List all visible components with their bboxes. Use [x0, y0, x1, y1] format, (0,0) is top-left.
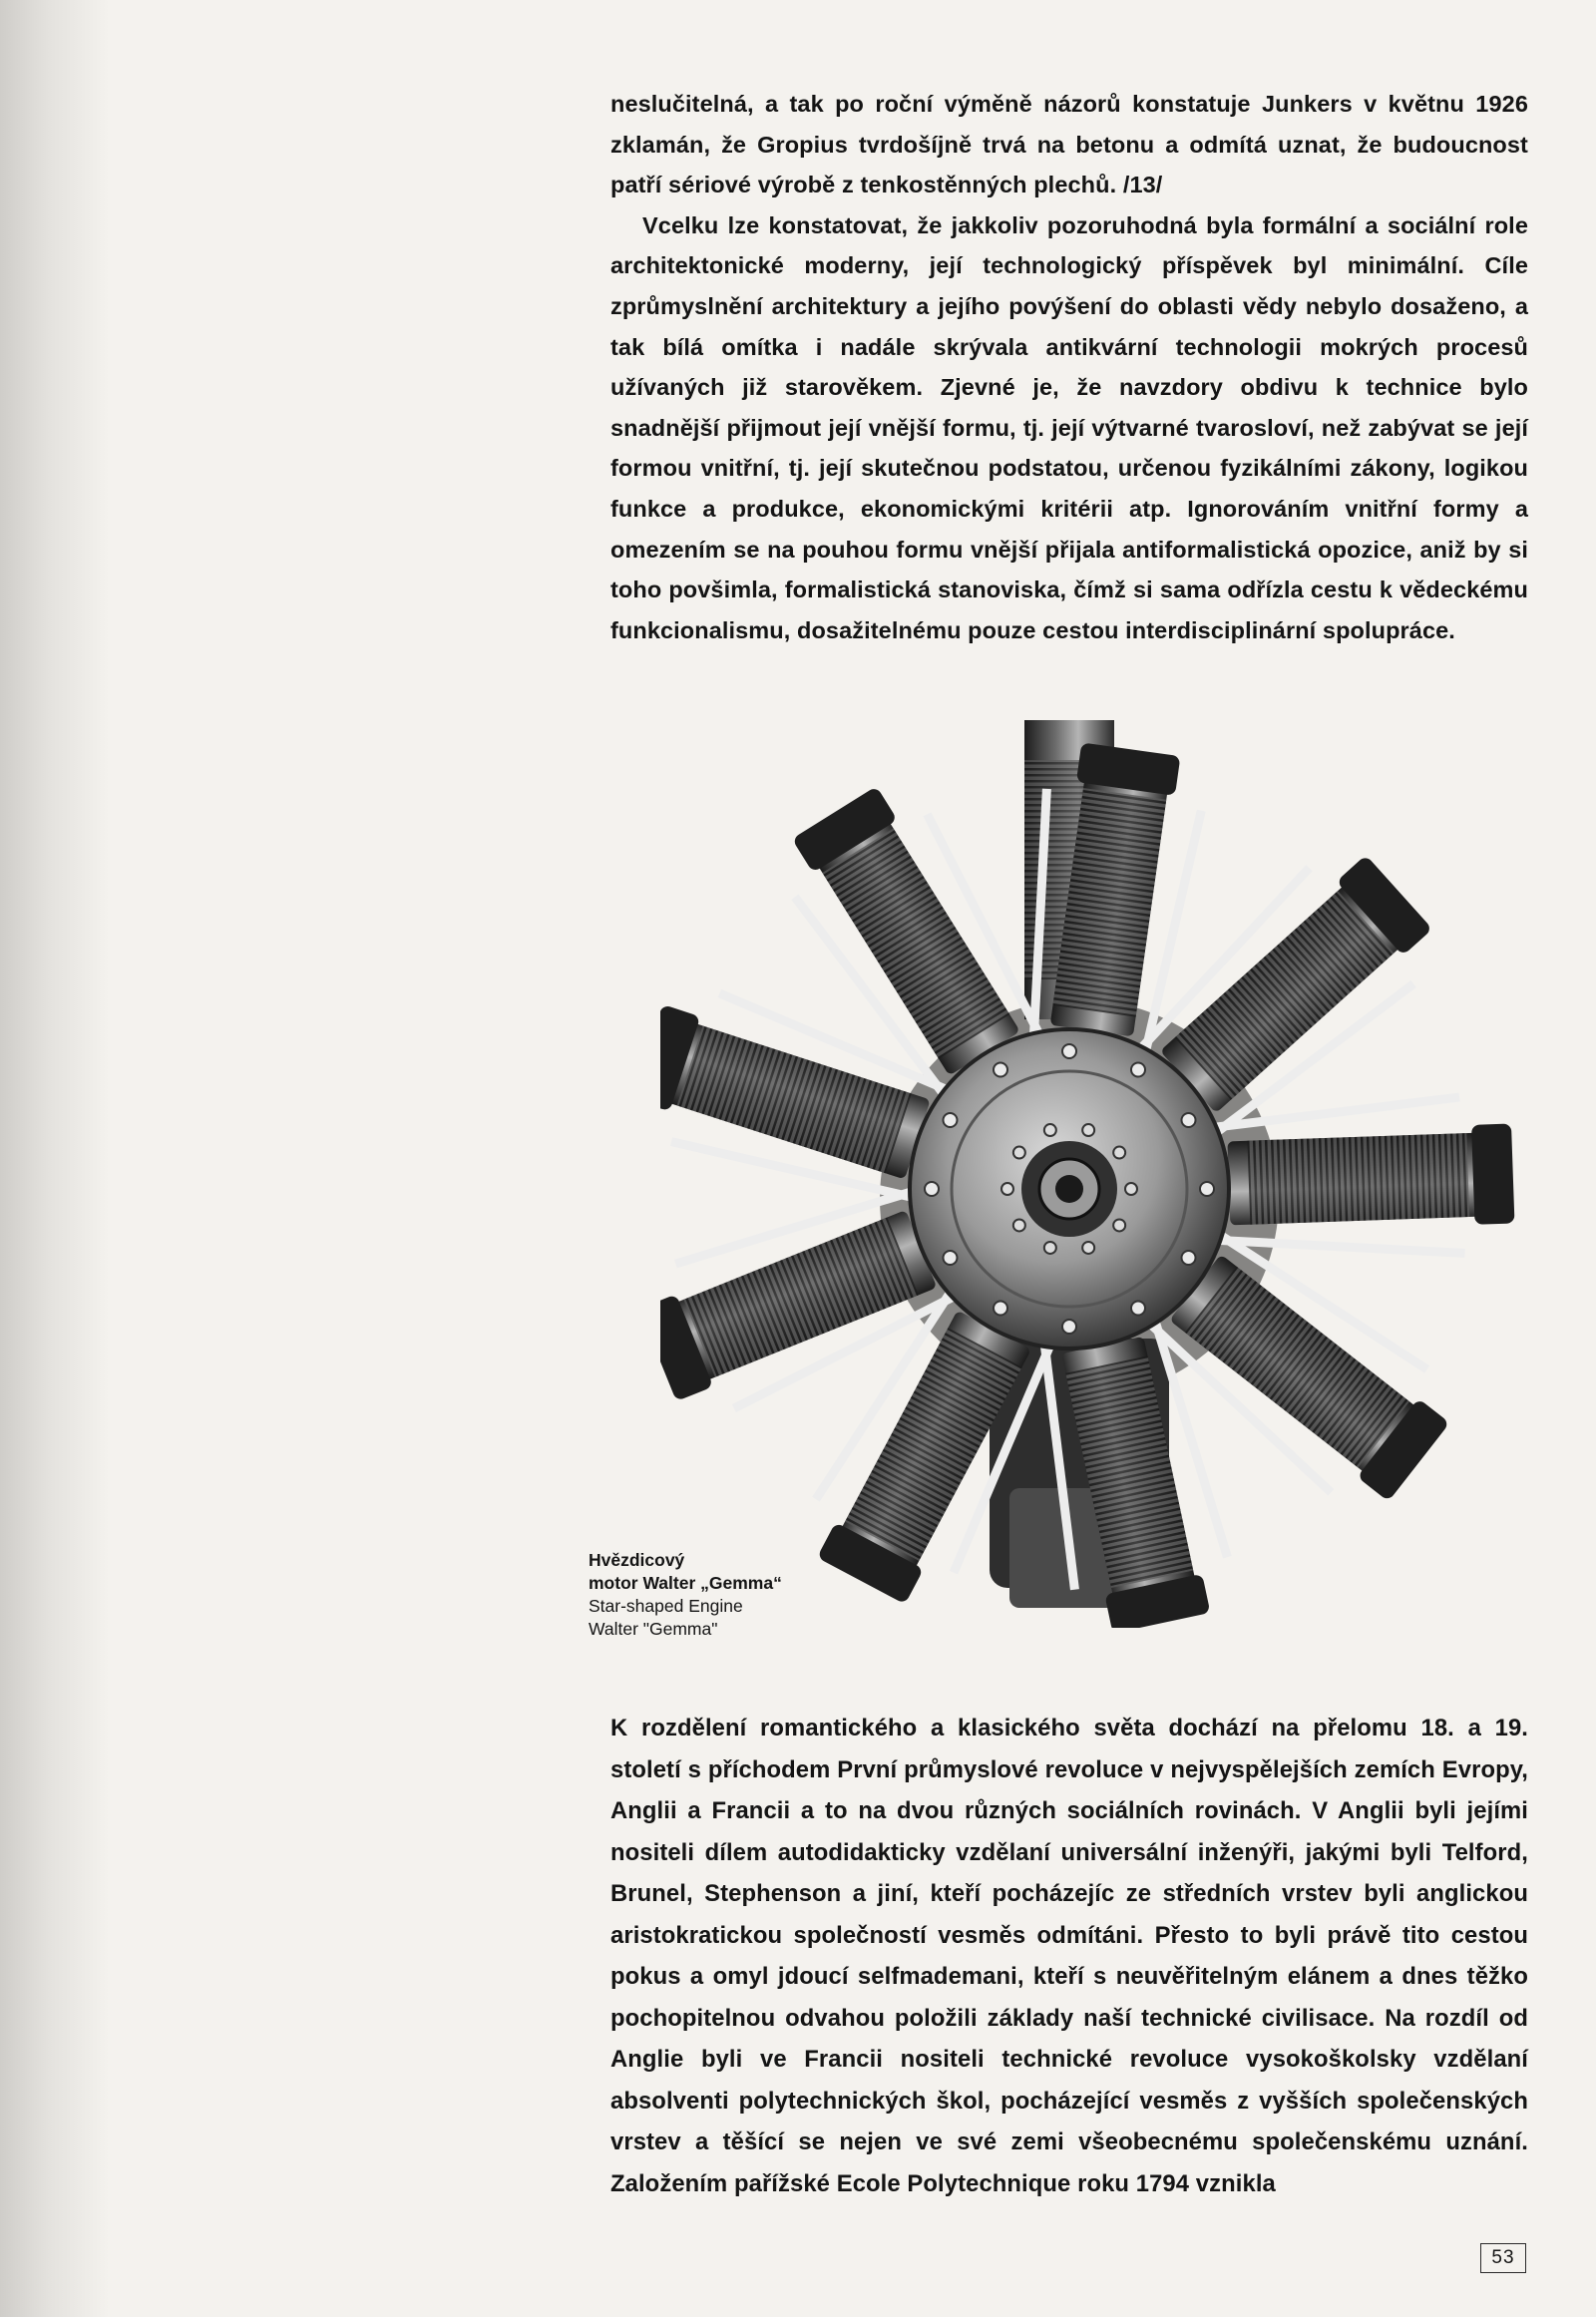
- shaft-bolt: [1125, 1183, 1137, 1195]
- hub-bolt: [943, 1251, 957, 1265]
- radial-engine-photo: [660, 720, 1538, 1628]
- shaft-bolt: [1013, 1219, 1025, 1231]
- hub-bolt: [1062, 1320, 1076, 1334]
- cylinder-fins: [683, 1217, 918, 1376]
- hub-bolt: [1200, 1182, 1214, 1196]
- prop-shaft-center: [1055, 1175, 1083, 1203]
- hub-bolt: [994, 1062, 1007, 1076]
- hub-bolt: [1131, 1062, 1145, 1076]
- cylinder-fins: [1175, 891, 1395, 1100]
- hub-bolt: [994, 1302, 1007, 1316]
- caption-english-line-2: Walter "Gemma": [589, 1619, 718, 1639]
- shaft-bolt: [1044, 1242, 1056, 1254]
- shaft-bolt: [1044, 1124, 1056, 1136]
- cylinder-fins: [1247, 1133, 1469, 1225]
- page-spine-shadow: [0, 0, 110, 2317]
- hub-bolt: [1062, 1044, 1076, 1058]
- hub-bolt: [1182, 1113, 1196, 1127]
- paragraph-industrial-revolution: K rozdělení romantického a klasického světa dochází na přelomu 18. a 19. století s příchodem První průmyslové revoluce v nejvyspělejších zemích Evropy, Anglii a Francii a to na dvou různých sociálních rovinách. V Anglii byli jejími nositeli dílem autodidakticky vzdělaní universální inženýři, jakými byli Telford, Brunel, Stephenson a jiní, kteří pocházejíc ze středních vrstev byli anglickou aristokratickou společností vesměs odmítáni. Přesto to byli právě tito cestou pokus a omyl jdoucí selfmademani, kteří s neuvěřitelným elánem a dnes těžko pochopitelnou odvahou položili základy naší technické civilisace. Na rozdíl od Anglie byli ve Francii nositeli technické revoluce vysokoškolsky vzdělaní absolventi polytechnických škol, pocházející vesměs z vyšších společenských vrstev a těšící se nejen ve své zemi všeobecnému společenskému uznání. Založením pařížské Ecole Polytechnique roku 1794 vznikla: [610, 1715, 1528, 2197]
- cylinder-fins: [1185, 1267, 1409, 1468]
- bottom-text-block: [610, 1708, 1528, 2204]
- shaft-bolt: [1113, 1219, 1125, 1231]
- radial-engine-illustration: [660, 720, 1538, 1628]
- caption-czech-line-2: motor Walter „Gemma“: [589, 1573, 782, 1593]
- caption-czech-line-1: Hvězdicový: [589, 1550, 685, 1570]
- page-number: 53: [1480, 2243, 1526, 2273]
- hub-bolt: [943, 1113, 957, 1127]
- paragraph-junkers: neslučitelná, a tak po roční výměně názorů konstatuje Junkers v květnu 1926 zklamán, že Gropius tvrdošíjně trvá na betonu a odmítá uznat, že budoucnost patří sériové výrobě z tenkostěnných plechů. /13/: [610, 91, 1528, 198]
- shaft-bolt: [1013, 1147, 1025, 1159]
- shaft-bolt: [1082, 1242, 1094, 1254]
- shaft-bolt: [1001, 1183, 1013, 1195]
- cylinder-fins: [822, 829, 1009, 1059]
- figure-caption: [589, 1549, 828, 1641]
- shaft-bolt: [1082, 1124, 1094, 1136]
- hub-bolt: [1182, 1251, 1196, 1265]
- hub-bolt: [925, 1182, 939, 1196]
- caption-english-line-1: Star-shaped Engine: [589, 1596, 743, 1616]
- paragraph-modernism: Vcelku lze konstatovat, že jakkoliv pozoruhodná byla formální a sociální role architektonické moderny, její technologický příspěvek byl minimální. Cíle zprůmyslnění architektury a jejího povýšení do oblasti vědy nebylo dosaženo, a tak bílá omítka i nadále skrývala antikvární technologii mokrých procesů užívaných již starověkem. Zjevné je, že navzdory obdivu k technice bylo snadnější přijmout její vnější formu, tj. její výtvarné tvarosloví, než zabývat se její formou vnitřní, tj. její skutečnou podstatou, určenou fyzikálními zákony, logikou funkce a produkce, ekonomickými kritérii atp. Ignorováním vnitřní formy a omezením se na pouhou formu vnější přijala antiformalistická opozice, aniž by si toho povšimla, formalistická stanoviska, čímž si sama odřízla cestu k vědeckému funkcionalismu, dosažitelnému pouze cestou interdisciplinární spolupráce.: [610, 211, 1528, 643]
- shaft-bolt: [1113, 1147, 1125, 1159]
- top-text-block: [610, 84, 1528, 650]
- engine-group: [660, 720, 1516, 1628]
- cylinder-head: [1471, 1124, 1514, 1225]
- hub-bolt: [1131, 1302, 1145, 1316]
